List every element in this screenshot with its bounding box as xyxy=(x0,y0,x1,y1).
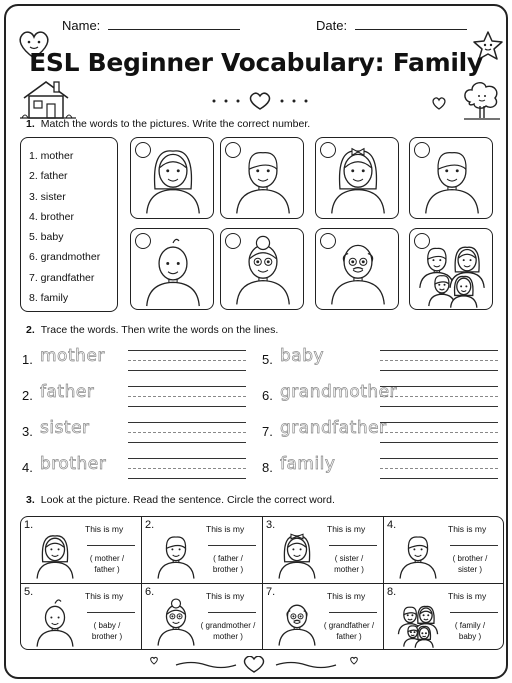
sentence-text: This is my xyxy=(448,524,487,534)
writing-line[interactable] xyxy=(128,442,246,443)
writing-line[interactable] xyxy=(128,350,246,351)
writing-line[interactable] xyxy=(128,360,246,361)
sentence-cell xyxy=(384,517,504,584)
answer-blank[interactable] xyxy=(329,545,377,546)
word-list-item: 1. mother xyxy=(29,150,74,162)
cell-number: 2. xyxy=(145,519,155,531)
baby-illustration xyxy=(33,594,77,650)
name-line[interactable] xyxy=(108,18,240,30)
tree-icon xyxy=(460,78,504,122)
date-line[interactable] xyxy=(355,18,467,30)
answer-blank[interactable] xyxy=(208,545,256,546)
boy-illustration xyxy=(396,527,440,583)
answer-blank[interactable] xyxy=(87,612,135,613)
word-choice[interactable]: father ) xyxy=(94,565,120,574)
cell-number: 4. xyxy=(387,519,397,531)
boy-picture xyxy=(409,137,493,219)
answer-blank[interactable] xyxy=(87,545,135,546)
girl-illustration xyxy=(275,527,319,583)
answer-blank[interactable] xyxy=(450,612,498,613)
trace-word: baby xyxy=(280,346,325,366)
trace-number: 4. xyxy=(22,460,33,475)
word-choice[interactable]: ( grandfather / xyxy=(323,621,375,630)
trace-word: grandfather xyxy=(280,418,387,438)
house-icon xyxy=(18,76,78,122)
man-picture xyxy=(220,137,304,219)
word-choice[interactable]: mother ) xyxy=(334,565,364,574)
family-picture xyxy=(409,228,493,310)
sentence-cell xyxy=(384,584,504,650)
trace-item xyxy=(262,382,500,412)
answer-blank[interactable] xyxy=(208,612,256,613)
answer-circle[interactable] xyxy=(320,142,336,158)
writing-line[interactable] xyxy=(380,422,498,423)
trace-word: mother xyxy=(40,346,105,366)
word-choice[interactable]: ( brother / xyxy=(452,554,488,563)
trace-number: 5. xyxy=(262,352,273,367)
sentence-cell xyxy=(142,584,263,650)
section3-instruction: Look at the picture. Read the sentence. Circle the correct word. xyxy=(40,494,335,506)
dots-heart-divider xyxy=(206,90,314,112)
word-choice[interactable]: brother ) xyxy=(212,565,244,574)
writing-line[interactable] xyxy=(380,432,498,433)
sentence-cell xyxy=(21,584,142,650)
section2-number: 2. xyxy=(26,324,35,336)
answer-circle[interactable] xyxy=(414,142,430,158)
answer-circle[interactable] xyxy=(135,233,151,249)
date-label: Date: xyxy=(316,18,348,33)
girl-picture xyxy=(315,137,399,219)
trace-number: 2. xyxy=(22,388,33,403)
answer-blank[interactable] xyxy=(450,545,498,546)
writing-line[interactable] xyxy=(128,458,246,459)
cell-number: 8. xyxy=(387,586,397,598)
writing-line[interactable] xyxy=(380,350,498,351)
trace-item xyxy=(262,418,500,448)
section2-instruction: Trace the words. Then write the words on the lines. xyxy=(40,324,279,336)
baby-picture xyxy=(130,228,214,310)
writing-line[interactable] xyxy=(380,360,498,361)
trace-number: 1. xyxy=(22,352,33,367)
word-choice[interactable]: ( family / xyxy=(454,621,486,630)
word-choice[interactable]: father ) xyxy=(336,632,362,641)
trace-number: 7. xyxy=(262,424,273,439)
trace-word: family xyxy=(280,454,336,474)
word-choice[interactable]: sister ) xyxy=(458,565,482,574)
word-list-item: 6. grandmother xyxy=(29,251,101,264)
grandmother-illustration xyxy=(154,594,198,650)
worksheet xyxy=(4,4,508,679)
footer-divider xyxy=(6,656,506,676)
trace-item xyxy=(22,454,260,484)
section1-heading xyxy=(26,118,310,130)
name-field xyxy=(62,18,240,33)
section3-heading xyxy=(26,494,335,506)
word-choice[interactable]: ( mother / xyxy=(89,554,125,563)
grandfather-picture xyxy=(315,228,399,310)
cell-number: 5. xyxy=(24,586,34,598)
section2-heading xyxy=(26,324,278,336)
grandfather-illustration xyxy=(275,594,319,650)
woman-picture xyxy=(130,137,214,219)
writing-line[interactable] xyxy=(380,478,498,479)
writing-line[interactable] xyxy=(128,422,246,423)
writing-line[interactable] xyxy=(128,370,246,371)
sentence-cell xyxy=(21,517,142,584)
section1-instruction: Match the words to the pictures. Write the correct number. xyxy=(40,118,311,130)
sentence-text: This is my xyxy=(448,591,487,601)
answer-circle[interactable] xyxy=(320,233,336,249)
woman-illustration xyxy=(33,527,77,583)
word-choice[interactable]: ( sister / xyxy=(334,554,364,563)
trace-item xyxy=(262,346,500,376)
answer-circle[interactable] xyxy=(225,142,241,158)
page-title: ESL Beginner Vocabulary: Family xyxy=(29,48,483,77)
sentence-cell xyxy=(142,517,263,584)
writing-line[interactable] xyxy=(128,478,246,479)
writing-line[interactable] xyxy=(380,406,498,407)
writing-line[interactable] xyxy=(380,458,498,459)
sentence-text: This is my xyxy=(327,591,366,601)
word-choice[interactable]: brother ) xyxy=(91,632,123,641)
word-choice[interactable]: ( baby / xyxy=(93,621,121,630)
word-list-item: 7. grandfather xyxy=(29,271,95,284)
writing-line[interactable] xyxy=(128,396,246,397)
cell-number: 7. xyxy=(266,586,276,598)
trace-word: brother xyxy=(40,454,107,474)
name-label: Name: xyxy=(62,18,101,33)
trace-word: sister xyxy=(40,418,90,438)
word-choice[interactable]: ( grandmother / xyxy=(200,621,256,630)
word-choice[interactable]: mother ) xyxy=(213,632,243,641)
sentence-text: This is my xyxy=(85,591,124,601)
sentence-text: This is my xyxy=(327,524,366,534)
writing-line[interactable] xyxy=(380,386,498,387)
writing-line[interactable] xyxy=(380,370,498,371)
section3-number: 3. xyxy=(26,494,35,506)
trace-word: grandmother xyxy=(280,382,398,402)
trace-number: 8. xyxy=(262,460,273,475)
word-list-item: 2. father xyxy=(29,170,68,183)
answer-circle[interactable] xyxy=(225,233,241,249)
writing-line[interactable] xyxy=(380,442,498,443)
word-list-item: 5. baby xyxy=(29,231,64,244)
answer-circle[interactable] xyxy=(135,142,151,158)
sentence-text: This is my xyxy=(206,524,245,534)
man-illustration xyxy=(154,527,198,583)
answer-circle[interactable] xyxy=(414,233,430,249)
sentence-grid xyxy=(20,516,504,650)
trace-item xyxy=(262,454,500,484)
writing-line[interactable] xyxy=(128,468,246,469)
word-list-box xyxy=(20,137,118,312)
writing-line[interactable] xyxy=(128,406,246,407)
word-choice[interactable]: ( father / xyxy=(213,554,243,563)
trace-item xyxy=(22,346,260,376)
family-illustration xyxy=(396,594,440,650)
date-field xyxy=(316,18,467,33)
sentence-cell xyxy=(263,517,384,584)
writing-line[interactable] xyxy=(128,386,246,387)
writing-line[interactable] xyxy=(128,432,246,433)
word-list-item: 4. brother xyxy=(29,210,74,223)
cell-number: 6. xyxy=(145,586,155,598)
answer-blank[interactable] xyxy=(329,612,377,613)
sentence-text: This is my xyxy=(206,591,245,601)
sentence-cell xyxy=(263,584,384,650)
trace-word: father xyxy=(40,382,95,402)
writing-line[interactable] xyxy=(380,468,498,469)
sentence-text: This is my xyxy=(85,524,124,534)
small-heart-icon xyxy=(431,96,447,110)
word-list-item: 3. sister xyxy=(29,190,66,203)
grandmother-picture xyxy=(220,228,304,310)
trace-item xyxy=(22,418,260,448)
trace-item xyxy=(22,382,260,412)
trace-number: 6. xyxy=(262,388,273,403)
trace-number: 3. xyxy=(22,424,33,439)
section1-number: 1. xyxy=(26,118,35,130)
word-list-item: 8. family xyxy=(29,292,69,305)
writing-line[interactable] xyxy=(380,396,498,397)
cell-number: 1. xyxy=(24,519,34,531)
cell-number: 3. xyxy=(266,519,276,531)
word-choice[interactable]: baby ) xyxy=(458,632,482,641)
